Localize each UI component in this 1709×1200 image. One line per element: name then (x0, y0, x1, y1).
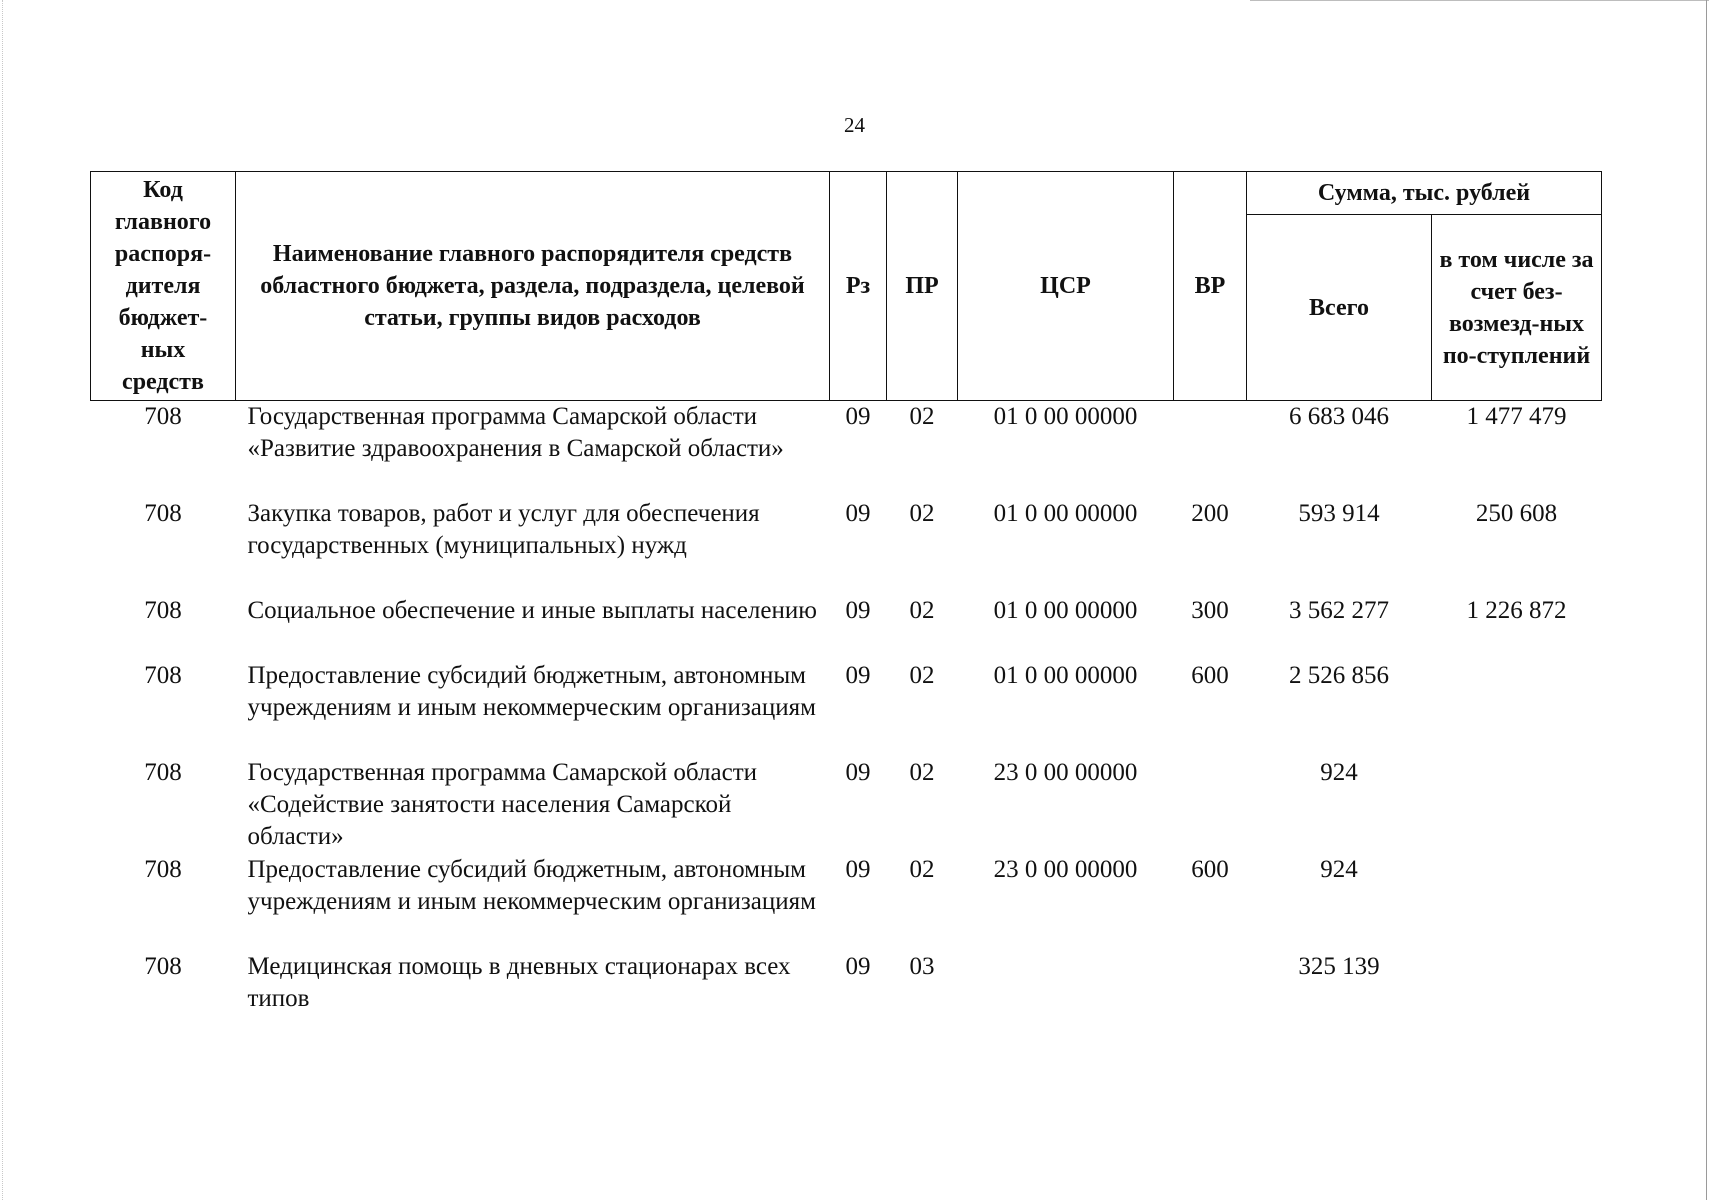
cell-rz: 09 (845, 499, 871, 527)
cell-code: 708 (144, 403, 182, 430)
cell-csr (958, 951, 1174, 1016)
table-row (91, 401, 1602, 498)
cell-csr: 23 0 00 00000 (993, 855, 1138, 883)
cell-rz: 09 (845, 952, 871, 980)
cell-vr (1174, 951, 1247, 1016)
cell-incl (1432, 854, 1602, 951)
cell-vr (1174, 757, 1247, 854)
cell-csr: 01 0 00 00000 (993, 661, 1138, 689)
header-csr: ЦСР (958, 172, 1174, 401)
cell-rz: 09 (845, 758, 871, 786)
cell-vr: 600 (1191, 661, 1229, 689)
cell-csr: 01 0 00 00000 (993, 596, 1138, 624)
cell-rz: 09 (845, 661, 871, 689)
table-row (91, 757, 1602, 854)
cell-rz: 09 (845, 855, 871, 883)
cell-total: 924 (1320, 855, 1358, 883)
budget-table (90, 171, 1602, 1016)
scan-edge-right (1706, 0, 1707, 1200)
header-vr: ВР (1174, 172, 1247, 401)
cell-name: Медицинская помощь в дневных стационарах всех типов (247, 952, 791, 1012)
table-row (91, 660, 1602, 757)
scan-edge-top (1250, 0, 1709, 1)
cell-incl (1432, 660, 1602, 757)
cell-vr (1174, 401, 1247, 498)
cell-vr: 200 (1191, 499, 1229, 527)
cell-name: Предоставление субсидий бюджетным, автономным учреждениям и иным некоммерческим организациям (247, 661, 816, 721)
cell-code: 708 (144, 855, 182, 883)
header-total: Всего (1247, 215, 1432, 401)
cell-pr: 02 (909, 499, 935, 527)
cell-incl: 1 477 479 (1466, 403, 1567, 430)
cell-total: 3 562 277 (1289, 596, 1389, 624)
header-code: Код главного распоря-дителя бюджет-ных средств (91, 172, 236, 401)
cell-pr: 02 (909, 661, 935, 689)
cell-name: Государственная программа Самарской области «Содействие занятости населения Самарской области» (247, 758, 757, 850)
cell-name: Социальное обеспечение и иные выплаты населению (247, 596, 817, 624)
cell-total: 2 526 856 (1289, 661, 1389, 689)
table-row (91, 498, 1602, 595)
header-incl: в том числе за счет без-возмезд-ных по-ступлений (1432, 215, 1602, 401)
cell-code: 708 (144, 596, 182, 624)
cell-rz: 09 (845, 596, 871, 624)
cell-total: 593 914 (1298, 499, 1380, 527)
cell-code: 708 (144, 499, 182, 527)
cell-incl (1432, 757, 1602, 854)
cell-pr: 02 (909, 596, 935, 624)
cell-code: 708 (144, 758, 182, 786)
table-row (91, 595, 1602, 660)
header-sum-group: Сумма, тыс. рублей (1247, 172, 1602, 215)
cell-total: 924 (1320, 758, 1358, 786)
cell-incl (1432, 951, 1602, 1016)
cell-total: 6 683 046 (1289, 403, 1389, 430)
header-pr: ПР (887, 172, 958, 401)
cell-pr: 02 (909, 403, 935, 430)
cell-pr: 02 (909, 855, 935, 883)
cell-name: Закупка товаров, работ и услуг для обеспечения государственных (муниципальных) нужд (247, 499, 760, 559)
cell-name: Предоставление субсидий бюджетным, автономным учреждениям и иным некоммерческим организациям (247, 855, 816, 915)
cell-csr: 01 0 00 00000 (993, 499, 1138, 527)
cell-pr: 02 (909, 758, 935, 786)
cell-vr: 300 (1191, 596, 1229, 624)
scan-edge-left (2, 0, 3, 1200)
cell-csr: 23 0 00 00000 (993, 758, 1138, 786)
cell-csr: 01 0 00 00000 (993, 403, 1138, 430)
cell-incl: 1 226 872 (1466, 596, 1567, 624)
header-rz: Рз (830, 172, 887, 401)
cell-vr: 600 (1191, 855, 1229, 883)
cell-incl: 250 608 (1475, 499, 1558, 527)
cell-total: 325 139 (1298, 952, 1380, 980)
table-row (91, 854, 1602, 951)
table-body (91, 401, 1602, 1016)
cell-pr: 03 (909, 952, 935, 980)
cell-code: 708 (144, 952, 182, 980)
cell-name: Государственная программа Самарской области «Развитие здравоохранения в Самарской области» (247, 403, 784, 462)
cell-rz: 09 (845, 403, 871, 430)
page-number: 24 (844, 113, 865, 137)
cell-code: 708 (144, 661, 182, 689)
table-header (91, 172, 1602, 401)
table-row (91, 951, 1602, 1016)
header-name: Наименование главного распорядителя средств областного бюджета, раздела, подраздела, целевой статьи, группы видов расходов (236, 172, 830, 401)
